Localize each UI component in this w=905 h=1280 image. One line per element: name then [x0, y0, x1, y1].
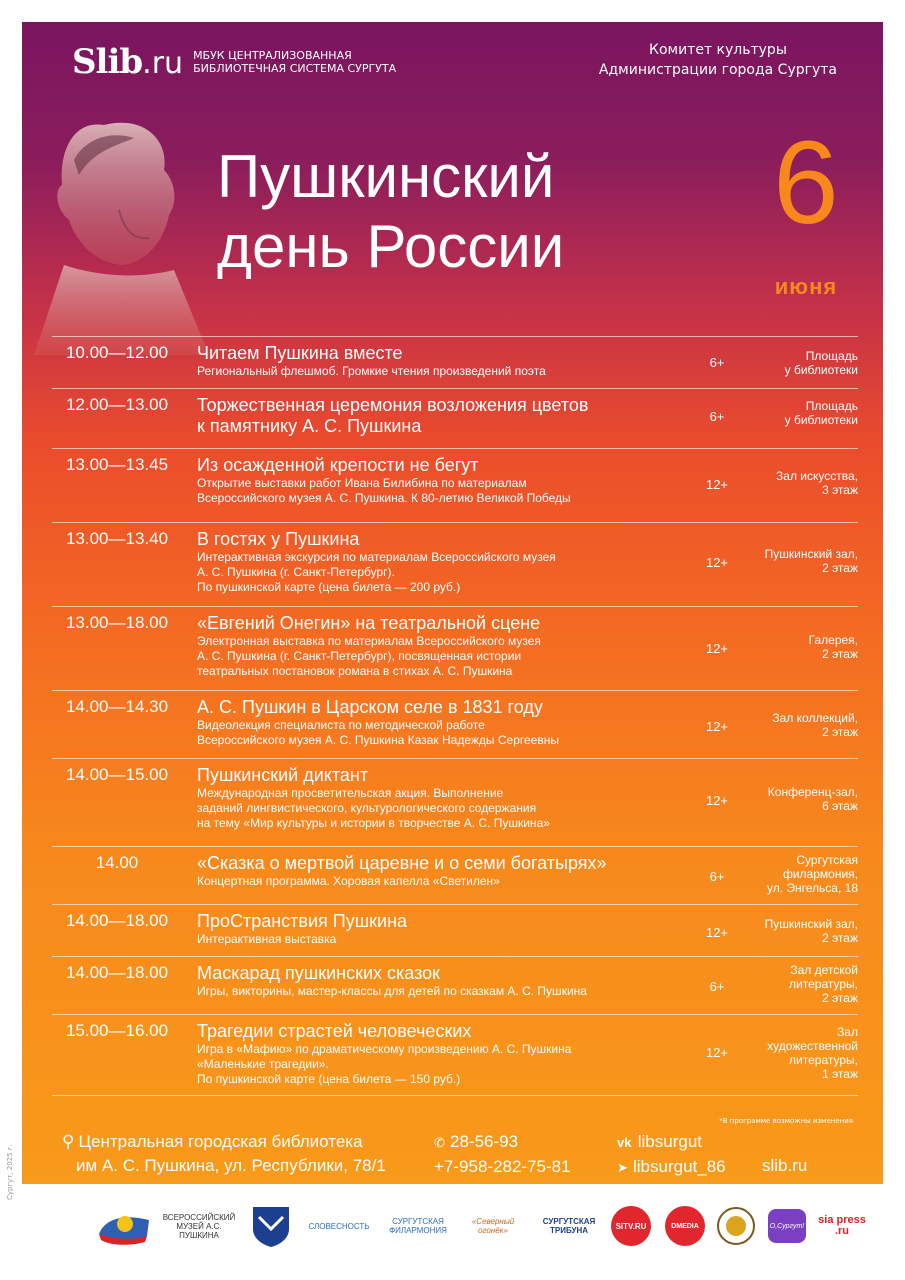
place-line: Площадь [805, 349, 858, 363]
place-line: 2 этаж [822, 725, 858, 739]
logo-suffix-text: .ru [142, 46, 184, 81]
library-logo[interactable] [72, 42, 423, 82]
address-line-1: Центральная городская библиотека [78, 1132, 363, 1151]
event-desc: Электронная выставка по материалам Всероссийского музея [197, 634, 541, 648]
place-line: у библиотеки [784, 363, 858, 377]
vk-link[interactable]: libsurgut [637, 1132, 702, 1151]
place-line: 6 этаж [822, 799, 858, 813]
event-desc: заданий лингвистического, культурологического содержания [197, 801, 537, 815]
logo-main-text: Slib [72, 42, 143, 82]
event-place [743, 633, 858, 661]
place-line: Галерея, [808, 633, 858, 647]
event-time: 15.00—16.00 [65, 1021, 169, 1040]
event-info [197, 1021, 692, 1087]
place-line: Зал коллекций, [772, 711, 858, 725]
event-place [743, 469, 858, 497]
event-place [743, 853, 858, 895]
event-title: «Сказка о мертвой царевне и о семи богатырях» [197, 853, 607, 873]
event-info [197, 613, 692, 679]
schedule-row [52, 522, 858, 606]
age-rating: 12+ [705, 555, 729, 570]
event-place [743, 1025, 858, 1081]
event-desc: Международная просветительская акция. Выполнение [197, 786, 504, 800]
event-title: Читаем Пушкина вместе [197, 343, 403, 363]
place-line: у библиотеки [784, 413, 858, 427]
website-link[interactable]: slib.ru [762, 1156, 808, 1175]
schedule-row [52, 758, 858, 846]
committee-name [599, 40, 837, 80]
event-desc: Открытие выставки работ Ивана Билибина по материалам [197, 476, 527, 490]
event-desc: Всероссийского музея А. С. Пушкина. К 80-летию Великой Победы [197, 491, 571, 505]
social-links [617, 1130, 726, 1180]
phone-1[interactable]: 28-56-93 [450, 1132, 519, 1151]
event-title: ПроСтранствия Пушкина [197, 911, 408, 931]
age-rating: 12+ [705, 477, 729, 492]
event-desc: на тему «Мир культуры и истории в творчестве А. С. Пушкина» [197, 816, 550, 830]
place-line: 2 этаж [822, 647, 858, 661]
schedule-row [52, 606, 858, 690]
event-time: 10.00—12.00 [65, 343, 169, 362]
telegram-link[interactable]: libsurgut_86 [633, 1157, 726, 1176]
schedule-row [52, 690, 858, 758]
place-line: филармония, [782, 867, 858, 881]
age-rating: 12+ [705, 925, 729, 940]
event-desc: А. С. Пушкина (г. Санкт-Петербург). [197, 565, 395, 579]
poster-title [217, 142, 564, 282]
vk-icon: vk [617, 1135, 632, 1150]
place-line: Площадь [805, 399, 858, 413]
poster [22, 22, 883, 1184]
russia-map-logo [94, 1200, 154, 1252]
event-time: 14.00—15.00 [65, 765, 169, 784]
event-place [743, 785, 858, 813]
phone-2[interactable]: +7-958-282-75-81 [434, 1157, 571, 1176]
event-info [197, 697, 692, 748]
program-note: *В программе возможны изменения [719, 1117, 853, 1125]
event-info [197, 343, 692, 379]
telegram-icon: ➤ [617, 1160, 628, 1175]
schedule-row [52, 904, 858, 956]
place-line: 2 этаж [822, 931, 858, 945]
partners-band [80, 1190, 885, 1262]
sitv-label: SiTV.RU [611, 1206, 651, 1246]
event-place [743, 917, 858, 945]
side-caption: Сургут, 2025 г. [6, 1144, 14, 1200]
event-desc: Концертная программа. Хоровая капелла «Светилен» [197, 874, 500, 888]
sitv-logo [610, 1200, 652, 1252]
dmedia-label: DMEDIA [665, 1206, 705, 1246]
place-line: 2 этаж [822, 561, 858, 575]
phone-icon: ✆ [434, 1135, 445, 1150]
place-line: 3 этаж [822, 483, 858, 497]
surgut-tribuna-logo: СУРГУТСКАЯ ТРИБУНА [542, 1217, 596, 1235]
event-time: 14.00—18.00 [65, 963, 169, 982]
event-time: 13.00—13.45 [65, 455, 169, 474]
event-info [197, 963, 692, 999]
event-info [197, 911, 692, 947]
osurgut-logo [766, 1200, 808, 1252]
age-rating: 12+ [705, 719, 729, 734]
round-seal-logo [716, 1200, 756, 1252]
schedule-row [52, 448, 858, 522]
event-time: 12.00—13.00 [65, 395, 169, 414]
event-desc: Игра в «Мафию» по драматическому произведению А. С. Пушкина [197, 1042, 572, 1056]
event-place [743, 349, 858, 377]
location-pin-icon: ⚲ [62, 1132, 75, 1151]
event-place [743, 963, 858, 1005]
slovesnost-logo: СЛОВЕСНОСТЬ [308, 1221, 370, 1231]
age-rating: 6+ [709, 869, 725, 884]
event-day: 6 [773, 117, 839, 249]
place-line: 2 этаж [822, 991, 858, 1005]
event-desc: По пушкинской карте (цена билета — 200 руб.) [197, 580, 461, 594]
event-info [197, 455, 692, 506]
place-line: Пушкинский зал, [764, 917, 858, 931]
title-line-1: Пушкинский [217, 143, 555, 210]
schedule-row [52, 1014, 858, 1096]
age-rating: 6+ [709, 979, 725, 994]
schedule-row [52, 956, 858, 1014]
event-title: «Евгений Онегин» на театральной сцене [197, 613, 541, 633]
place-line: ул. Энгельса, 18 [767, 881, 858, 895]
event-desc: Всероссийского музея А. С. Пушкина Казак Надежды Сергеевны [197, 733, 559, 747]
library-address [62, 1130, 386, 1178]
event-desc: По пушкинской карте (цена билета — 150 руб.) [197, 1072, 461, 1086]
place-line: Пушкинский зал, [764, 547, 858, 561]
age-rating: 12+ [705, 641, 729, 656]
logo-org-name: МБУК ЦЕНТРАЛИЗОВАННАЯ БИБЛИОТЕЧНАЯ СИСТЕМА СУРГУТА [193, 49, 397, 75]
event-title: Трагедии страстей человеческих [197, 1021, 472, 1041]
place-line: Зал [837, 1025, 858, 1039]
osurgut-label: О,Сургут! [768, 1209, 806, 1243]
event-month: июня [774, 274, 838, 299]
place-line: литературы, [789, 1053, 858, 1067]
place-line: Сургутская [796, 853, 858, 867]
event-info [197, 765, 692, 831]
event-title: Маскарад пушкинских сказок [197, 963, 441, 983]
age-rating: 6+ [709, 409, 725, 424]
place-line: художественной [767, 1039, 858, 1053]
schedule-row [52, 388, 858, 448]
philharmonic-logo: СУРГУТСКАЯ ФИЛАРМОНИЯ [389, 1217, 447, 1235]
event-place [743, 399, 858, 427]
event-place [743, 547, 858, 575]
schedule-row [52, 846, 858, 904]
event-desc: Видеолекция специалиста по методической работе [197, 718, 485, 732]
event-place [743, 711, 858, 739]
address-line-2: им А. С. Пушкина, ул. Республики, 78/1 [76, 1156, 386, 1175]
event-title-line-2: к памятнику А. С. Пушкина [197, 416, 422, 436]
logo-mark [72, 42, 183, 82]
event-title: Торжественная церемония возложения цветов [197, 395, 589, 415]
shield-logo [248, 1200, 294, 1252]
event-desc: Интерактивная экскурсия по материалам Всероссийского музея [197, 550, 556, 564]
place-line: Зал искусства, [776, 469, 858, 483]
event-desc: Игры, викторины, мастер-классы для детей по сказкам А. С. Пушкина [197, 984, 587, 998]
age-rating: 6+ [709, 355, 725, 370]
event-time: 13.00—13.40 [65, 529, 169, 548]
event-info [197, 529, 692, 595]
event-desc: Региональный флешмоб. Громкие чтения произведений поэта [197, 364, 546, 378]
place-line: Зал детской [790, 963, 858, 977]
committee-line-2: Администрации города Сургута [598, 62, 837, 78]
place-line: литературы, [789, 977, 858, 991]
event-time: 14.00—18.00 [65, 911, 169, 930]
event-info [197, 395, 692, 437]
event-time: 14.00—14.30 [65, 697, 169, 716]
event-title: Из осажденной крепости не бегут [197, 455, 479, 475]
event-desc: А. С. Пушкина (г. Санкт-Петербург), посвященная истории [197, 649, 522, 663]
severny-ogonek-logo: «Северный огонёк» [471, 1217, 515, 1235]
event-time: 13.00—18.00 [65, 613, 169, 632]
phones [434, 1130, 571, 1179]
schedule-table [52, 336, 858, 1096]
event-desc: «Маленькие трагедии». [197, 1057, 329, 1071]
event-desc: Интерактивная выставка [197, 932, 337, 946]
pushkin-portrait-image [34, 100, 214, 355]
committee-line-1: Комитет культуры [649, 42, 787, 58]
schedule-row [52, 336, 858, 388]
pushkin-museum-logo: ВСЕРОССИЙСКИЙ МУЗЕЙ А.С. ПУШКИНА [162, 1212, 236, 1240]
place-line: Конференц-зал, [767, 785, 858, 799]
siapress-logo: sia press .ru [818, 1214, 866, 1237]
event-title: А. С. Пушкин в Царском селе в 1831 году [197, 697, 543, 717]
place-line: 1 этаж [822, 1067, 858, 1081]
event-title: В гостях у Пушкина [197, 529, 360, 549]
event-title: Пушкинский диктант [197, 765, 369, 785]
event-time: 14.00 [95, 853, 139, 872]
event-info [197, 853, 692, 889]
contacts-block [62, 1130, 862, 1182]
title-line-2: день России [217, 213, 565, 280]
age-rating: 12+ [705, 1045, 729, 1060]
event-desc: театральных постановок романа в стихах А. С. Пушкина [197, 664, 513, 678]
dmedia-logo [664, 1200, 706, 1252]
age-rating: 12+ [705, 793, 729, 808]
